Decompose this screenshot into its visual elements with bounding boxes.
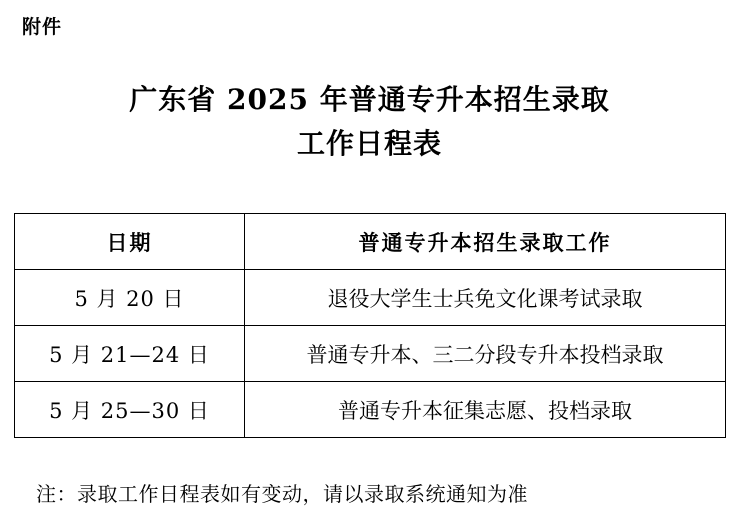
cell-date: 5 月 20 日 bbox=[15, 270, 245, 326]
page-title-line-2: 工作日程表 bbox=[296, 127, 442, 160]
table-row bbox=[15, 270, 726, 326]
table-header-row bbox=[15, 214, 726, 270]
table-row bbox=[15, 382, 726, 438]
cell-date: 5 月 21—24 日 bbox=[15, 326, 245, 382]
column-header-date: 日期 bbox=[15, 214, 245, 270]
column-header-work: 普通专升本招生录取工作 bbox=[245, 214, 726, 270]
cell-work: 普通专升本、三二分段专升本投档录取 bbox=[245, 326, 726, 382]
table-note: 注：录取工作日程表如有变动，请以录取系统通知为准 bbox=[36, 482, 528, 506]
cell-date: 5 月 25—30 日 bbox=[15, 382, 245, 438]
table-row bbox=[15, 326, 726, 382]
attachment-label: 附件 bbox=[22, 16, 63, 38]
page-title-line-1: 广东省 2025 年普通专升本招生录取 bbox=[129, 83, 610, 116]
schedule-table bbox=[14, 213, 726, 438]
page-title bbox=[0, 78, 739, 166]
cell-work: 普通专升本征集志愿、投档录取 bbox=[245, 382, 726, 438]
cell-work: 退役大学生士兵免文化课考试录取 bbox=[245, 270, 726, 326]
